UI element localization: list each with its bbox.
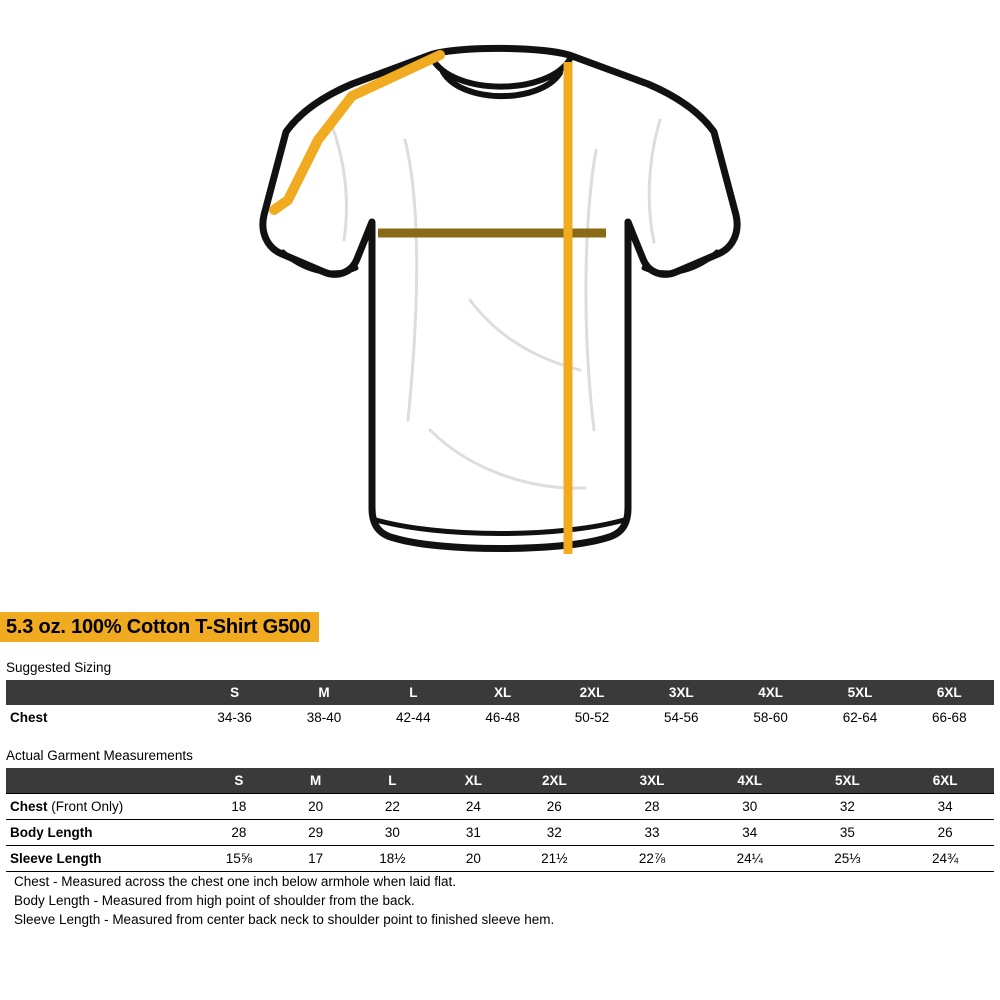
- cell-chest-2xl: 26: [505, 794, 603, 820]
- row-label-suffix: (Front Only): [47, 799, 124, 814]
- note-body-length: Body Length - Measured from high point of shoulder from the back.: [14, 893, 415, 908]
- actual-measurements-caption: Actual Garment Measurements: [6, 748, 193, 763]
- col-header-6xl: 6XL: [936, 685, 962, 700]
- table-row: [6, 846, 994, 872]
- row-label-text: Sleeve Length: [10, 851, 102, 866]
- cell-chest-3xl: 28: [603, 794, 701, 820]
- page-title: 5.3 oz. 100% Cotton T-Shirt G500: [6, 616, 311, 638]
- cell-chest-2xl: 50-52: [574, 710, 610, 725]
- cell-body-3xl: 33: [603, 820, 701, 846]
- cell-chest-5xl: 62-64: [842, 710, 878, 725]
- col-header-3xl: 3XL: [639, 773, 665, 788]
- actual-measurements-table: [6, 768, 994, 872]
- col-header-label: [6, 680, 190, 705]
- cell-chest-6xl: 34: [896, 794, 994, 820]
- cell-body-l: 30: [344, 820, 442, 846]
- col-header-s: S: [230, 685, 240, 700]
- row-label-text: Chest: [10, 710, 48, 725]
- cell-chest-m: 20: [288, 794, 344, 820]
- col-header-2xl: 2XL: [579, 685, 605, 700]
- row-label-text: Body Length: [10, 825, 93, 840]
- cell-sleeve-4xl: 24¼: [701, 846, 799, 872]
- row-label-body-length: [6, 820, 190, 846]
- cell-sleeve-2xl: 21½: [505, 846, 603, 872]
- cell-body-xl: 31: [441, 820, 505, 846]
- cell-body-m: 29: [288, 820, 344, 846]
- measurement-notes: [14, 872, 554, 929]
- cell-chest-3xl: 54-56: [664, 710, 699, 725]
- cell-sleeve-3xl: 22⅞: [603, 846, 701, 872]
- row-label-chest-front-only: [6, 794, 190, 820]
- row-label-text: Chest: [10, 799, 48, 814]
- cell-body-5xl: 35: [799, 820, 897, 846]
- col-header-m: M: [318, 685, 330, 700]
- cell-chest-m: 38-40: [306, 710, 342, 725]
- row-label-chest: [6, 705, 190, 730]
- cell-chest-4xl: 58-60: [753, 710, 788, 725]
- cell-sleeve-s: 15⅝: [190, 846, 288, 872]
- cell-chest-5xl: 32: [799, 794, 897, 820]
- cell-chest-l: 22: [344, 794, 442, 820]
- cell-sleeve-6xl: 24¾: [896, 846, 994, 872]
- cell-body-4xl: 34: [701, 820, 799, 846]
- cell-chest-s: 18: [190, 794, 288, 820]
- cell-sleeve-l: 18½: [344, 846, 442, 872]
- col-header-xl: XL: [494, 685, 512, 700]
- col-header-s: S: [234, 773, 244, 788]
- cell-chest-6xl: 66-68: [932, 710, 967, 725]
- cell-body-6xl: 26: [896, 820, 994, 846]
- col-header-l: L: [409, 685, 418, 700]
- cell-sleeve-5xl: 25⅓: [799, 846, 897, 872]
- col-header-label: [6, 768, 190, 794]
- note-sleeve-length: Sleeve Length - Measured from center back neck to shoulder point to finished sleeve hem.: [14, 912, 555, 927]
- col-header-3xl: 3XL: [668, 685, 694, 700]
- table-row: [6, 705, 994, 730]
- product-title-highlight: [0, 612, 319, 642]
- cell-chest-xl: 46-48: [485, 710, 520, 725]
- col-header-4xl: 4XL: [737, 773, 763, 788]
- note-chest: Chest - Measured across the chest one inch below armhole when laid flat.: [14, 874, 456, 889]
- col-header-l: L: [388, 773, 397, 788]
- table-row: [6, 820, 994, 846]
- col-header-xl: XL: [464, 773, 482, 788]
- cell-chest-xl: 24: [441, 794, 505, 820]
- cell-sleeve-xl: 20: [441, 846, 505, 872]
- col-header-5xl: 5XL: [847, 685, 873, 700]
- cell-chest-l: 42-44: [396, 710, 431, 725]
- suggested-sizing-caption: Suggested Sizing: [6, 660, 112, 675]
- table-header-row: [6, 768, 994, 794]
- row-label-sleeve-length: [6, 846, 190, 872]
- cell-body-2xl: 32: [505, 820, 603, 846]
- col-header-4xl: 4XL: [758, 685, 784, 700]
- col-header-2xl: 2XL: [541, 773, 567, 788]
- cell-chest-4xl: 30: [701, 794, 799, 820]
- table-header-row: [6, 680, 994, 705]
- product-title-bar: [0, 612, 319, 642]
- suggested-sizing-table: [6, 680, 994, 730]
- table-row: [6, 794, 994, 820]
- cell-body-s: 28: [190, 820, 288, 846]
- cell-sleeve-m: 17: [288, 846, 344, 872]
- col-header-5xl: 5XL: [835, 773, 860, 788]
- col-header-6xl: 6XL: [932, 773, 958, 788]
- cell-chest-s: 34-36: [217, 710, 252, 725]
- col-header-m: M: [310, 773, 322, 788]
